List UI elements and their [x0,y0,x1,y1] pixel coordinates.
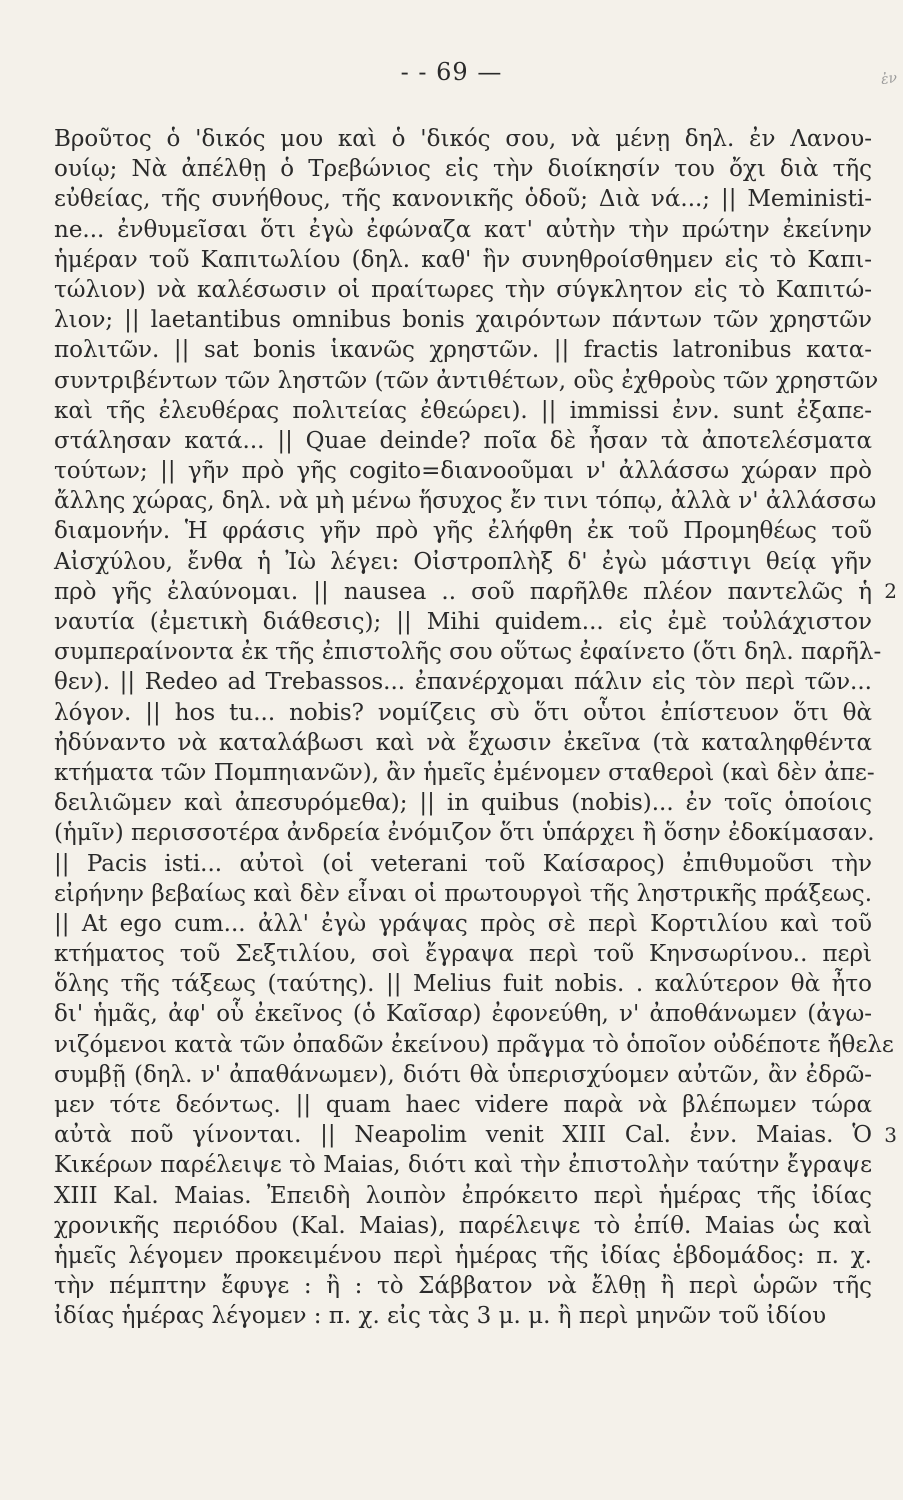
text-line: μεν τότε δεόντως. || quam haec videre παρὰ νὰ βλέπωμεν τώρα [54,1092,872,1118]
text-line: τὴν πέμπτην ἔφυγε : ἢ : τὸ Σάββατον νὰ ἔλθῃ ἢ περὶ ὡρῶν τῆς [54,1273,872,1300]
text-line: εἰρήνην βεβαίως καὶ δὲν εἶναι οἱ πρωτουργοὶ τῆς ληστρικῆς πράξεως. [54,880,872,907]
text-line: αὐτὰ ποῦ γίνονται. || Neapolim venit XIII Cal. ἐνν. Maias. Ὁ [54,1122,872,1149]
text-line: στάλησαν κατά... || Quae deinde? ποῖα δὲ ἦσαν τὰ ἀποτελέσματα [54,427,872,454]
text-line: ναυτία (ἐμετικὴ διάθεσις); || Mihi quidem... εἰς ἐμὲ τοὐλάχιστον [54,609,872,635]
text-line: εὐθείας, τῆς συνήθους, τῆς κανονικῆς ὁδοῦ; Διὰ νά...; || Meministi- [54,186,872,213]
text-line: λόγον. || hos tu... nobis? νομίζεις σὺ ὅτι οὗτοι ἐπίστευον ὅτι θὰ [54,699,872,726]
text-line: || At ego cum... ἀλλ' ἐγὼ γράψας πρὸς σὲ περὶ Κορτιλίου καὶ τοῦ [54,910,872,937]
text-line: ἡμεῖς λέγομεν προκειμένου περὶ ἡμέρας τῆς ἰδίας ἑβδομάδος: π. χ. [54,1242,872,1269]
text-line: λιον; || laetantibus omnibus bonis χαιρόντων πάντων τῶν χρηστῶν [54,307,872,334]
text-line: συμβῇ (δηλ. ν' ἀπαθάνωμεν), διότι θὰ ὑπερισχύομεν αὐτῶν, ἂν ἐδρῶ- [54,1061,872,1088]
text-line: τούτων; || γῆν πρὸ γῆς cogito=διανοοῦμαι ν' ἀλλάσσω χώραν πρὸ [54,458,872,485]
text-line: δειλιῶμεν καὶ ἀπεσυρόμεθα); || in quibus (nobis)... ἐν τοῖς ὁποίοις [54,790,872,817]
text-line: ne... ἐνθυμεῖσαι ὅτι ἐγὼ ἐφώναζα κατ' αὐτὴν τὴν πρώτην ἐκείνην [54,216,872,243]
text-line: πολιτῶν. || sat bonis ἱκανῶς χρηστῶν. || fractis latronibus κατα- [54,337,872,364]
margin-handwritten-note: ἐν [879,69,899,89]
text-line: θεν). || Redeo ad Trebassos... ἐπανέρχομαι πάλιν εἰς τὸν περὶ τῶν... [54,669,872,696]
text-line: χρονικῆς περιόδου (Kal. Maias), παρέλειψε τὸ ἐπίθ. Maias ὡς καὶ [54,1212,872,1239]
text-line: καὶ τῆς ἐλευθέρας πολιτείας ἐθεώρει). || immissi ἐνν. sunt ἐξαπε- [54,397,872,424]
body-text [54,124,894,1332]
text-line: ὅλης τῆς τάξεως (ταύτης). || Melius fuit nobis. . καλύτερον θὰ ἦτο [54,971,872,998]
text-line: ἠδύναντο νὰ καταλάβωσι καὶ νὰ ἔχωσιν ἐκεῖνα (τὰ καταληφθέντα [54,729,872,756]
margin-line-number: 2 [884,579,897,603]
text-line: ἰδίας ἡμέρας λέγομεν : π. χ. εἰς τὰς 3 μ. μ. ἢ περὶ μηνῶν τοῦ ἰδίου [54,1303,827,1330]
text-line: ἄλλης χώρας, δηλ. νὰ μὴ μένω ἥσυχος ἔν τινι τόπῳ, ἀλλὰ ν' ἀλλάσσω [54,488,877,515]
text-line: (ἡμῖν) περισσοτέρα ἀνδρεία ἐνόμιζον ὅτι ὑπάρχει ἢ ὅσην ἐδοκίμασαν. [54,820,875,847]
text-line: XIII Kal. Maias. Ἐπειδὴ λοιπὸν ἐπρόκειτο περὶ ἡμέρας τῆς ἰδίας [54,1182,872,1209]
text-line: ουίῳ; Νὰ ἀπέλθῃ ὁ Τρεβώνιος εἰς τὴν διοίκησίν του ὄχι διὰ τῆς [54,156,872,183]
text-line: συντριβέντων τῶν ληστῶν (τῶν ἀντιθέτων, οὓς ἐχθροὺς τῶν χρηστῶν [54,367,879,394]
text-line: Αἰσχύλου, ἔνθα ἡ Ἰὼ λέγει: Οἰστροπλὴξ δ' ἐγὼ μάστιγι θείᾳ γῆν [54,548,872,575]
text-line: ἡμέραν τοῦ Καπιτωλίου (δηλ. καθ' ἣν συνηθροίσθημεν εἰς τὸ Καπι- [54,246,872,273]
margin-line-number: 3 [884,1122,897,1147]
text-line: πρὸ γῆς ἐλαύνομαι. || nausea .. σοῦ παρῆλθε πλέον παντελῶς ἡ [54,578,872,605]
text-line: || Pacis isti... αὐτοὶ (οἱ veterani τοῦ Καίσαρος) ἐπιθυμοῦσι τὴν [54,850,872,877]
page-number-header: - - 69 — [400,58,503,86]
text-line: νιζόμενοι κατὰ τῶν ὀπαδῶν ἐκείνου) πρᾶγμα τὸ ὁποῖον οὐδέποτε ἤθελε [54,1031,894,1058]
text-line: Κικέρων παρέλειψε τὸ Maias, διότι καὶ τὴν ἐπιστολὴν ταύτην ἔγραψε [54,1152,872,1179]
text-line: κτήματα τῶν Πομπηιανῶν), ἂν ἡμεῖς ἐμένομεν σταθεροὶ (καὶ δὲν ἀπε- [54,759,875,786]
text-line: κτήματος τοῦ Σεξτιλίου, σοὶ ἔγραψα περὶ τοῦ Κηνσωρίνου.. περὶ [54,941,872,968]
text-line: τώλιον) νὰ καλέσωσιν οἱ πραίτωρες τὴν σύγκλητον εἰς τὸ Καπιτώ- [54,276,872,303]
text-line: συμπεραίνοντα ἐκ τῆς ἐπιστολῆς σου οὕτως ἐφαίνετο (ὅτι δηλ. παρῆλ- [54,639,882,666]
text-line: διαμονήν. Ἡ φράσις γῆν πρὸ γῆς ἐλήφθη ἐκ τοῦ Προμηθέως τοῦ [54,518,872,545]
text-line: δι' ἡμᾶς, ἀφ' οὗ ἐκεῖνος (ὁ Καῖσαρ) ἐφονεύθη, ν' ἀποθάνωμεν (ἀγω- [54,1001,872,1028]
text-line: Βροῦτος ὁ 'δικός μου καὶ ὁ 'δικός σου, νὰ μένῃ δηλ. ἐν Λανου- [54,126,872,152]
